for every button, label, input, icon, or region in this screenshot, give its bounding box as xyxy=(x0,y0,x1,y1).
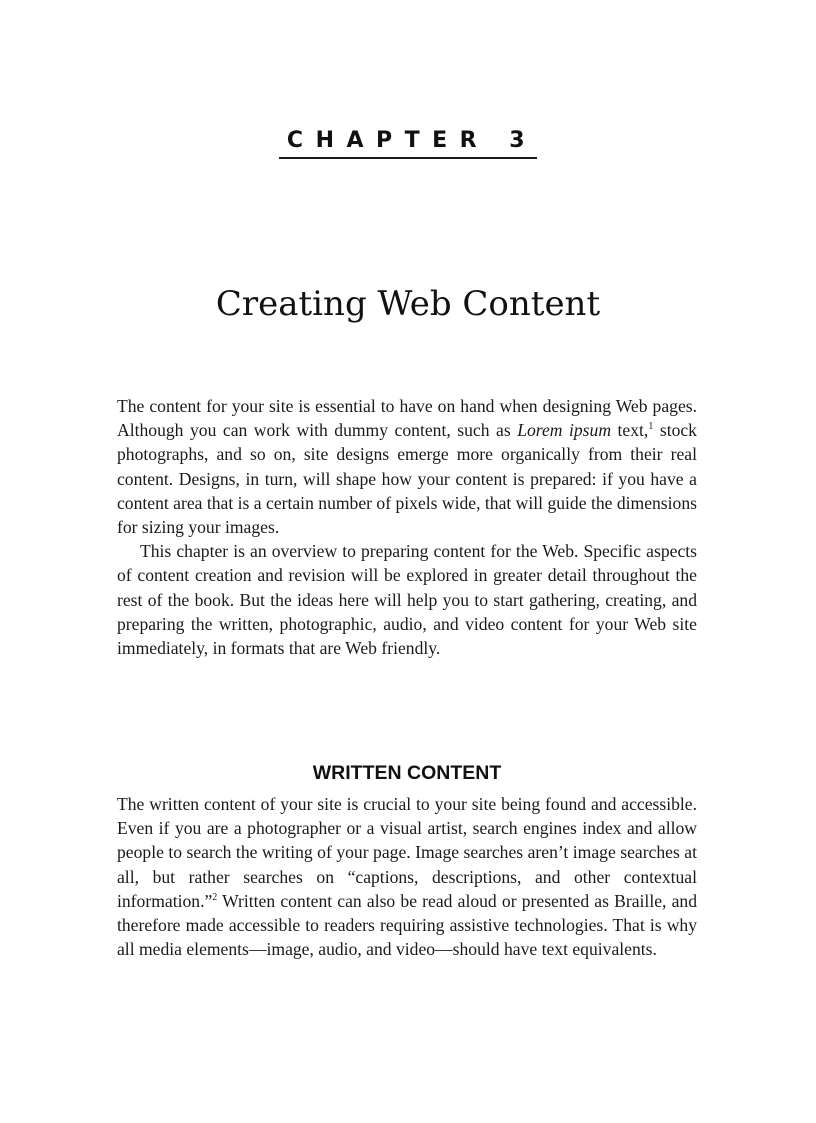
chapter-title: Creating Web Content xyxy=(215,284,601,324)
footnote-ref-1: 1 xyxy=(648,421,654,433)
intro-p1-text-c: stock photographs, and so on, site designs emerge more organically from their real content. Designs, in turn, will shape how your content is prepared: if you have a content area that is a certain number of pixels wide, that will guide the dimensions for sizing your images. xyxy=(117,420,697,538)
intro-paragraph-2: This chapter is an overview to preparing content for the Web. Specific aspects of content creation and revision will be explored in greater detail throughout the rest of the book. But the ideas here will help you to start gathering, creating, and preparing the written, photographic, audio, and video content for your Web site immediately, in formats that are Web friendly. xyxy=(117,541,697,659)
intro-p1-italic: Lorem ipsum xyxy=(517,420,612,441)
intro-section xyxy=(117,394,697,660)
section-heading: WRITTEN CONTENT xyxy=(312,762,502,784)
intro-p1-text-b: text, xyxy=(611,420,649,441)
chapter-label xyxy=(0,124,816,159)
written-paragraph-1 xyxy=(117,792,697,961)
footnote-ref-2: 2 xyxy=(212,891,218,903)
written-content-section xyxy=(117,792,697,961)
intro-p1-text-a: The content for your site is essential to have on hand when designing Web pages. Although you can work with dummy content, such as xyxy=(117,396,697,441)
intro-paragraph-1 xyxy=(117,394,697,539)
written-p1-text-b: Written content can also be read aloud or presented as Braille, and therefore made accessible to readers requiring assistive technologies. That is why all media elements—image, audio, and video—should have text equivalents. xyxy=(117,890,697,960)
written-p1-text-a: The written content of your site is crucial to your site being found and accessible. Even if you are a photographer or a visual artist, search engines index and allow people to search the writing of your page. Image searches aren’t image searches at all, but rather searches on “captions, descriptions, and other contextual information.” xyxy=(117,794,697,911)
chapter-label-text: CHAPTER 3 xyxy=(279,128,537,159)
